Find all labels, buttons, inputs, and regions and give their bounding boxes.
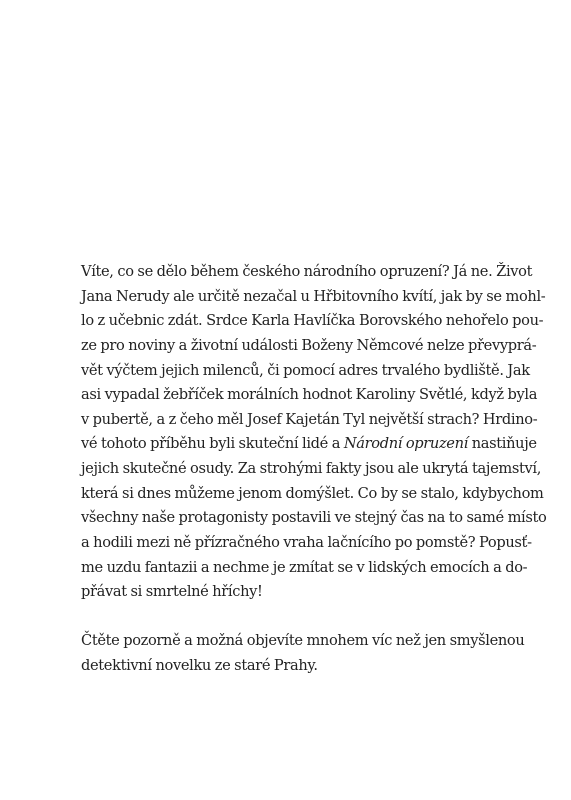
text-line: která si dnes můžeme jenom domýšlet. Co by se stalo, kdybychom <box>81 484 544 502</box>
text-line: a hodili mezi ně přízračného vraha lačnícího po pomstě? Popusť- <box>81 534 532 552</box>
text-segment: vé tohoto příběhu byli skuteční lidé a <box>81 435 344 453</box>
text-line: vět výčtem jejich milenců, či pomocí adres trvalého bydliště. Jak <box>81 361 530 379</box>
body-text <box>81 260 547 678</box>
text-line: Čtěte pozorně a možná objevíte mnohem víc než jen smyšlenou <box>81 631 525 649</box>
text-line: přávat si smrtelné hříchy! <box>81 583 263 601</box>
text-line: Víte, co se dělo během českého národního opruzení? Já ne. Život <box>81 263 533 280</box>
text-line: asi vypadal žebříček morálních hodnot Karoliny Světlé, když byla <box>81 386 538 404</box>
paragraph-spacer <box>81 605 492 629</box>
paragraph-intro <box>81 260 547 605</box>
text-line: jejich skutečné osudy. Za strohými fakty jsou ale ukrytá tajemství, <box>81 460 541 478</box>
text-line: lo z učebnic zdát. Srdce Karla Havlíčka Borovského nehořelo pou- <box>81 312 544 330</box>
text-line: všechny naše protagonisty postavili ve stejný čas na to samé místo <box>81 509 547 527</box>
text-line: Jana Nerudy ale určitě nezačal u Hřbitovního kvítí, jak by se mohl- <box>81 287 546 305</box>
text-segment: nastiňuje <box>467 435 537 453</box>
text-line: detektivní novelku ze staré Prahy. <box>81 656 318 674</box>
text-line <box>81 432 537 457</box>
text-line: ze pro noviny a životní události Boženy Němcové nelze převyprá- <box>81 336 537 354</box>
book-title: Národní opruzení <box>343 435 468 453</box>
text-line: v pubertě, a z čeho měl Josef Kajetán Tyl největší strach? Hrdino- <box>81 410 538 428</box>
text-line: me uzdu fantazii a nechme je zmítat se v lidských emocích a do- <box>81 558 528 576</box>
paragraph-closing <box>81 629 525 678</box>
